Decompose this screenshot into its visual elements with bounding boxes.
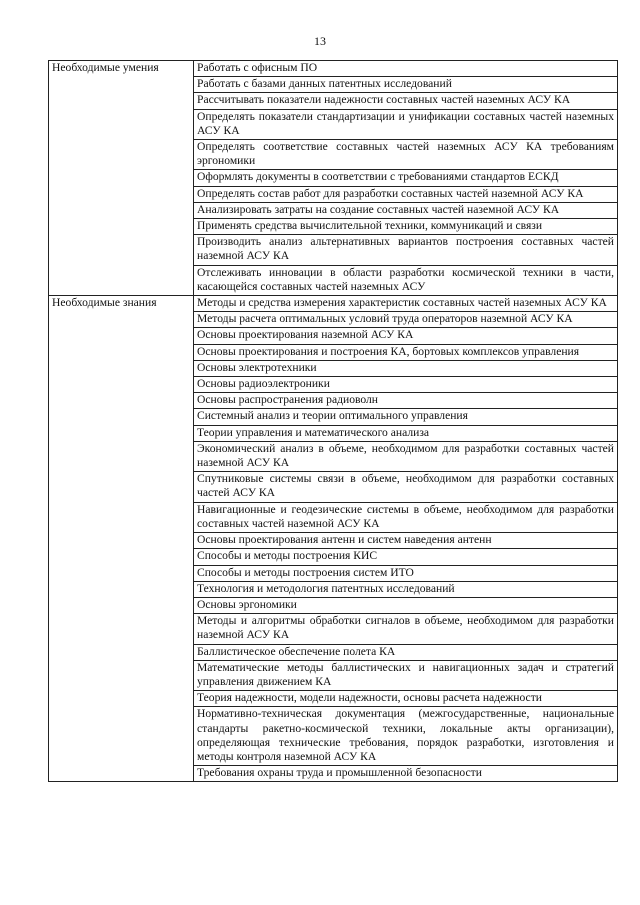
requirement-item: Математические методы баллистических и навигационных задач и стратегий управления движением КА <box>194 660 618 690</box>
section-title: Необходимые знания <box>49 296 194 782</box>
requirement-item: Отслеживать инновации в области разработки космической техники в части, касающейся составных частей наземных АСУ <box>194 265 618 295</box>
requirement-item: Определять соответствие составных частей наземных АСУ КА требованиям эргономики <box>194 140 618 170</box>
requirement-item: Методы расчета оптимальных условий труда операторов наземной АСУ КА <box>194 312 618 328</box>
requirement-item: Работать с базами данных патентных исследований <box>194 77 618 93</box>
section-title: Необходимые умения <box>49 61 194 296</box>
requirement-item: Анализировать затраты на создание составных частей наземной АСУ КА <box>194 202 618 218</box>
requirement-item: Применять средства вычислительной техники, коммуникаций и связи <box>194 219 618 235</box>
requirement-item: Производить анализ альтернативных вариантов построения составных частей наземной АСУ КА <box>194 235 618 265</box>
requirement-item: Системный анализ и теории оптимального управления <box>194 409 618 425</box>
page-number: 13 <box>314 34 326 48</box>
requirement-item: Основы проектирования антенн и систем наведения антенн <box>194 533 618 549</box>
requirement-item: Теория надежности, модели надежности, основы расчета надежности <box>194 691 618 707</box>
requirement-item: Работать с офисным ПО <box>194 61 618 77</box>
requirement-item: Экономический анализ в объеме, необходимом для разработки составных частей наземной АСУ КА <box>194 441 618 471</box>
requirement-item: Основы эргономики <box>194 597 618 613</box>
requirement-item: Основы радиоэлектроники <box>194 377 618 393</box>
requirement-item: Методы и средства измерения характеристик составных частей наземных АСУ КА <box>194 296 618 312</box>
requirement-item: Основы проектирования наземной АСУ КА <box>194 328 618 344</box>
requirement-item: Баллистическое обеспечение полета КА <box>194 644 618 660</box>
requirement-item: Требования охраны труда и промышленной безопасности <box>194 766 618 782</box>
requirement-item: Способы и методы построения систем ИТО <box>194 565 618 581</box>
requirement-item: Способы и методы построения КИС <box>194 549 618 565</box>
requirement-item: Нормативно-техническая документация (межгосударственные, национальные стандарты ракетно-космической техники, локальные акты организации), определяющая технические требования, порядок разработки, изготовления и методы контроля наземной АСУ КА <box>194 707 618 766</box>
requirements-table-body <box>49 61 618 782</box>
requirement-item: Основы электротехники <box>194 360 618 376</box>
table-row <box>49 296 618 312</box>
requirement-item: Рассчитывать показатели надежности составных частей наземных АСУ КА <box>194 93 618 109</box>
requirement-item: Навигационные и геодезические системы в объеме, необходимом для разработки составных частей наземной АСУ КА <box>194 502 618 532</box>
requirement-item: Определять состав работ для разработки составных частей наземной АСУ КА <box>194 186 618 202</box>
requirement-item: Определять показатели стандартизации и унификации составных частей наземных АСУ КА <box>194 109 618 139</box>
requirement-item: Технология и методология патентных исследований <box>194 581 618 597</box>
requirement-item: Теории управления и математического анализа <box>194 425 618 441</box>
requirement-item: Методы и алгоритмы обработки сигналов в объеме, необходимом для разработки наземной АСУ КА <box>194 614 618 644</box>
requirement-item: Основы проектирования и построения КА, бортовых комплексов управления <box>194 344 618 360</box>
requirement-item: Основы распространения радиоволн <box>194 393 618 409</box>
requirement-item: Спутниковые системы связи в объеме, необходимом для разработки составных частей АСУ КА <box>194 472 618 502</box>
table-row <box>49 61 618 77</box>
requirements-table <box>48 60 618 782</box>
requirement-item: Оформлять документы в соответствии с требованиями стандартов ЕСКД <box>194 170 618 186</box>
